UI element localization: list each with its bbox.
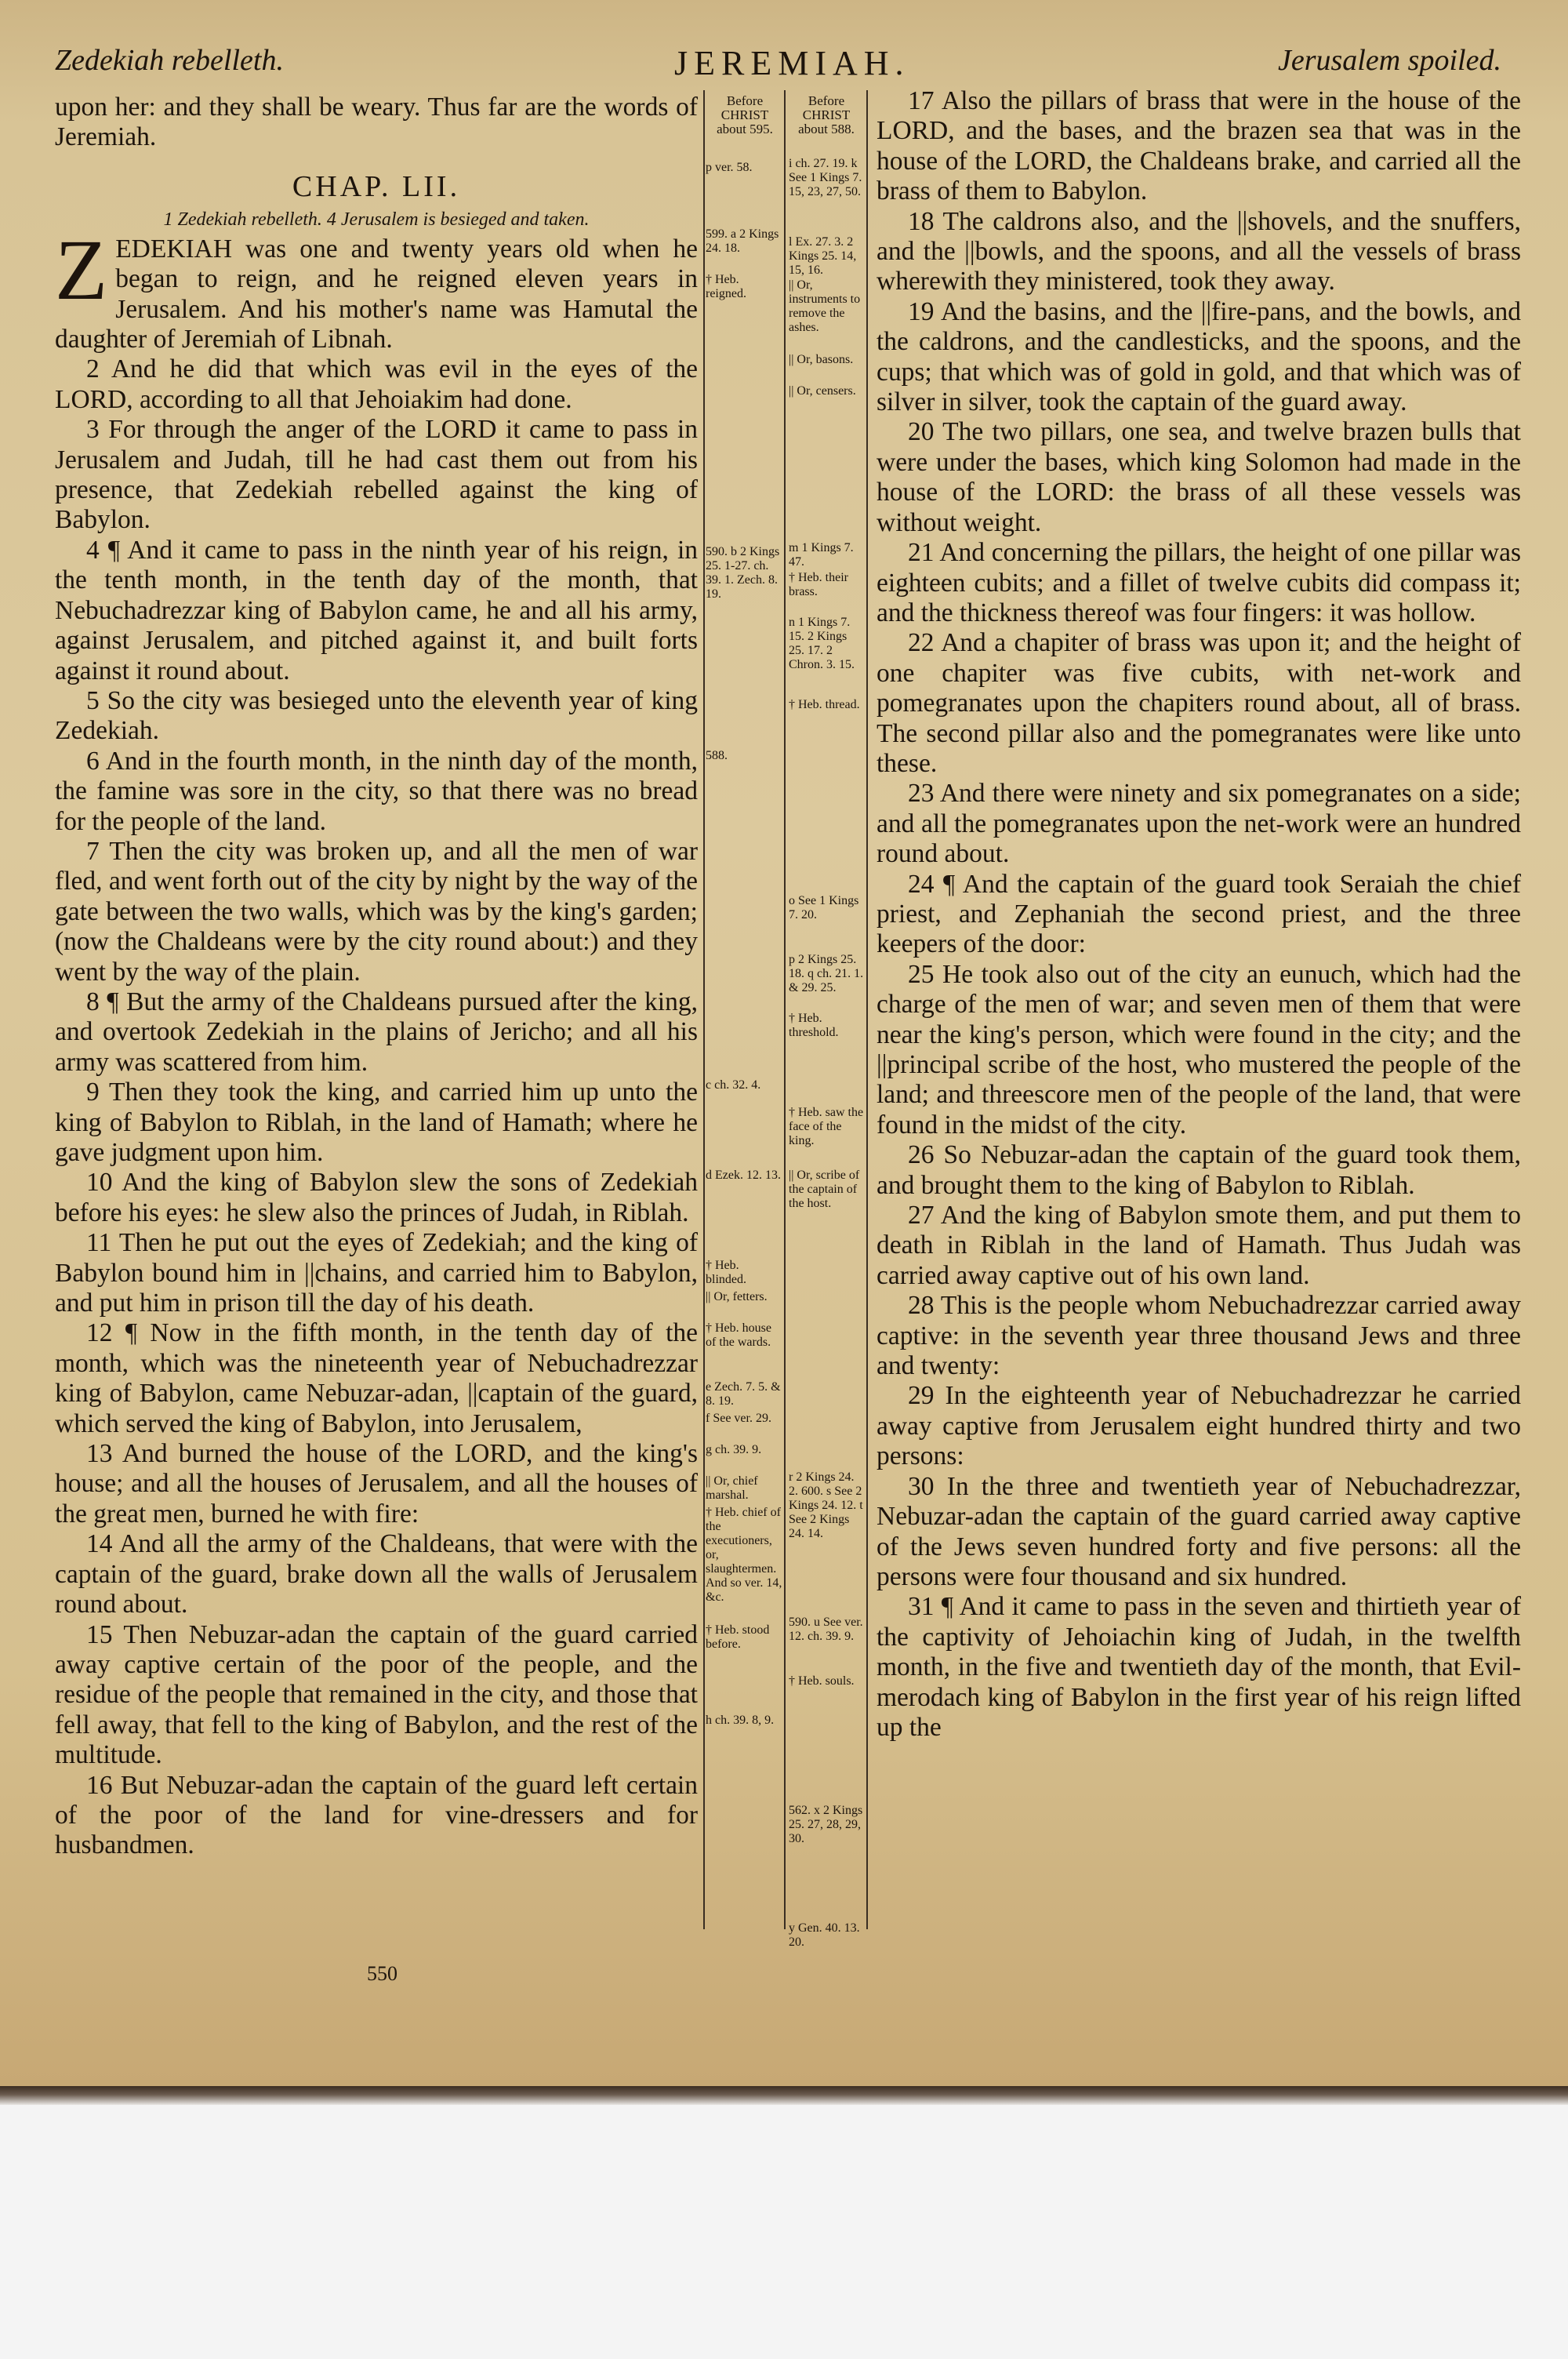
margin-note: c ch. 32. 4. xyxy=(706,1078,761,1092)
verse: 20 The two pillars, one sea, and twelve brazen bulls that were under the bases, which king Solomon had made in the house of the LORD: the brass of all these vessels was without weight. xyxy=(877,417,1521,537)
verse: 25 He took also out of the city an eunuch, which had the charge of the men of war; and seven men of them that were near the king's person, which were found in the city; and the ||principal scribe of the host, who mustered the people of the land; and threescore men of the people of the land, that were found in the midst of the city. xyxy=(877,959,1521,1140)
margin-note: y Gen. 40. 13. 20. xyxy=(789,1921,860,1949)
verse: upon her: and they shall be weary. Thus far are the words of Jeremiah. xyxy=(55,93,698,152)
margin-note: † Heb. thread. xyxy=(789,698,860,711)
verse: 2 And he did that which was evil in the eyes of the LORD, according to all that Jehoiakim had done. xyxy=(55,354,698,414)
verse: 28 This is the people whom Nebuchadrezzar carried away captive: in the seventh year three thousand Jews and three and twenty: xyxy=(877,1291,1521,1381)
running-head-book-title: JEREMIAH. xyxy=(674,44,910,82)
margin-note: || Or, scribe of the captain of the host. xyxy=(789,1169,860,1210)
verse: 14 And all the army of the Chaldeans, that were with the captain of the guard, brake down all the walls of Jerusalem round about. xyxy=(55,1529,698,1619)
drop-cap: Z xyxy=(55,221,108,318)
verse: 4 ¶ And it came to pass in the ninth year of his reign, in the tenth month, in the tenth day of the month, that Nebuchadrezzar king of Babylon came, he and all his army, against Jerusalem, and pitched against it, and built forts against it round about. xyxy=(55,535,698,685)
margin-note: † Heb. house of the wards. xyxy=(706,1321,771,1349)
chapter-summary: 1 Zedekiah rebelleth. 4 Jerusalem is besieged and taken. xyxy=(163,209,590,230)
margin-note: † Heb. souls. xyxy=(789,1674,855,1688)
page-edge-shadow xyxy=(0,2086,1568,2105)
margin-note: † Heb. chief of the executioners, or, slaughtermen. And so ver. 14, &c. xyxy=(706,1506,782,1604)
verse xyxy=(55,221,698,355)
margin-note: † Heb. stood before. xyxy=(706,1623,770,1651)
verse: 18 The caldrons also, and the ||shovels, and the snuffers, and the ||bowls, and the spoons, and all the vessels of brass wherewith they ministered, took they away. xyxy=(877,206,1521,296)
verse: 22 And a chapiter of brass was upon it; and the height of one chapiter was five cubits, with net-work and pomegranates upon the chapiters round about, all of brass. The second pillar also and the pomegranates were like unto these. xyxy=(877,628,1521,778)
margin-note: † Heb. blinded. xyxy=(706,1259,746,1286)
column-rule xyxy=(866,90,868,1929)
verse: 10 And the king of Babylon slew the sons of Zedekiah before his eyes: he slew also the princes of Judah, in Riblah. xyxy=(55,1168,698,1227)
margin-note: † Heb. reigned. xyxy=(706,273,746,300)
verse: 5 So the city was besieged unto the eleventh year of king Zedekiah. xyxy=(55,685,698,746)
margin-note: || Or, basons. xyxy=(789,353,854,366)
verse: 11 Then he put out the eyes of Zedekiah; and the king of Babylon bound him in ||chains, and carried him to Babylon, and put him in prison till the day of his death. xyxy=(55,1228,698,1318)
margin-note: || Or, fetters. xyxy=(706,1290,768,1303)
running-head-left: Zedekiah rebelleth. xyxy=(55,44,284,77)
margin-note: h ch. 39. 8, 9. xyxy=(706,1714,775,1727)
verse: 9 Then they took the king, and carried him up unto the king of Babylon to Riblah, in the land of Hamath; where he gave judgment upon him. xyxy=(55,1078,698,1167)
margin-note: 562. x 2 Kings 25. 27, 28, 29, 30. xyxy=(789,1804,863,1845)
verse: 6 And in the fourth month, in the ninth day of the month, the famine was sore in the city, so that there was no bread for the people of the land. xyxy=(55,746,698,836)
margin-note: o See 1 Kings 7. 20. xyxy=(789,894,859,921)
margin-date-header: Before CHRIST about 595. xyxy=(717,93,773,136)
verse: 31 ¶ And it came to pass in the seven and thirtieth year of the captivity of Jehoiachin king of Judah, in the twelfth month, in the five and twentieth day of the month, that Evil-merodach king of Babylon in the first year of his reign lifted up the xyxy=(877,1592,1521,1742)
margin-note: 599. a 2 Kings 24. 18. xyxy=(706,227,779,255)
margin-note: † Heb. threshold. xyxy=(789,1012,839,1039)
verse-text: EDEKIAH was one and twenty years old when he began to reign, and he reigned eleven years in Jerusalem. And his mother's name was Hamutal the daughter of Jeremiah of Libnah. xyxy=(55,234,698,354)
verse: 27 And the king of Babylon smote them, and put them to death in Riblah in the land of Hamath. Thus Judah was carried away captive out of his own land. xyxy=(877,1201,1521,1290)
margin-note: || Or, censers. xyxy=(789,384,856,398)
verse: 16 But Nebuzar-adan the captain of the guard left certain of the poor of the land for vine-dressers and for husbandmen. xyxy=(55,1770,698,1860)
margin-note: n 1 Kings 7. 15. 2 Kings 25. 17. 2 Chron. 3. 15. xyxy=(789,616,855,671)
column-rule xyxy=(703,90,705,1929)
margin-note: f See ver. 29. xyxy=(706,1412,771,1425)
margin-note: d Ezek. 12. 13. xyxy=(706,1169,781,1182)
margin-note: † Heb. saw the face of the king. xyxy=(789,1106,864,1147)
verse: 17 Also the pillars of brass that were in the house of the LORD, and the bases, and the brazen sea that was in the house of the LORD, the Chaldeans brake, and carried all the brass of them to Babylon. xyxy=(877,86,1521,206)
margin-note: g ch. 39. 9. xyxy=(706,1443,762,1456)
margin-note: m 1 Kings 7. 47. xyxy=(789,541,854,569)
margin-note: p 2 Kings 25. 18. q ch. 21. 1. & 29. 25. xyxy=(789,953,864,994)
verse: 15 Then Nebuzar-adan the captain of the guard carried away captive certain of the poor of the people, and the residue of the people that remained in the city, and those that fell away, that fell to the king of Babylon, and the rest of the multitude. xyxy=(55,1619,698,1770)
margin-note: r 2 Kings 24. 2. 600. s See 2 Kings 24. 12. t See 2 Kings 24. 14. xyxy=(789,1470,863,1540)
text-column-left xyxy=(55,93,698,1861)
verse: 8 ¶ But the army of the Chaldeans pursued after the king, and overtook Zedekiah in the plains of Jericho; and all his army was scattered from him. xyxy=(55,987,698,1077)
margin-note: || Or, instruments to remove the ashes. xyxy=(789,278,861,334)
verse: 13 And burned the house of the LORD, and the king's house; and all the houses of Jerusalem, and all the houses of the great men, burned he with fire: xyxy=(55,1439,698,1528)
page-number: 550 xyxy=(367,1962,397,1985)
verse: 19 And the basins, and the ||fire-pans, and the bowls, and the caldrons, and the candlesticks, and the spoons, and the cups; that which was of gold in gold, and that which was of silver in silver, took the captain of the guard away. xyxy=(877,296,1521,417)
margin-note: † Heb. their brass. xyxy=(789,571,848,598)
margin-note: i ch. 27. 19. k See 1 Kings 7. 15, 23, 27, 50. xyxy=(789,157,862,198)
margin-note: 590. u See ver. 12. ch. 39. 9. xyxy=(789,1616,863,1643)
verse: 3 For through the anger of the LORD it came to pass in Jerusalem and Judah, till he had cast them out from his presence, that Zedekiah rebelled against the king of Babylon. xyxy=(55,415,698,535)
margin-note: e Zech. 7. 5. & 8. 19. xyxy=(706,1380,781,1408)
margin-note: 588. xyxy=(706,749,728,762)
verse: 29 In the eighteenth year of Nebuchadrezzar he carried away captive from Jerusalem eight hundred thirty and two persons: xyxy=(877,1381,1521,1471)
margin-note: 590. b 2 Kings 25. 1-27. ch. 39. 1. Zech. 8. 19. xyxy=(706,545,780,601)
verse: 12 ¶ Now in the fifth month, in the tenth day of the month, which was the nineteenth year of Nebuchadrezzar king of Babylon, came Nebuzar-adan, ||captain of the guard, which served the king of Babylon, into Jerusalem, xyxy=(55,1318,698,1438)
chapter-title: CHAP. LII. xyxy=(292,169,461,203)
verse: 24 ¶ And the captain of the guard took Seraiah the chief priest, and Zephaniah the second priest, and the three keepers of the door: xyxy=(877,869,1521,959)
column-rule xyxy=(784,90,786,1929)
running-head-right: Jerusalem spoiled. xyxy=(1278,44,1501,77)
verse: 21 And concerning the pillars, the height of one pillar was eighteen cubits; and a fillet of twelve cubits did compass it; and the thickness thereof was four fingers: it was hollow. xyxy=(877,538,1521,627)
verse: 23 And there were ninety and six pomegranates on a side; and all the pomegranates upon the net-work were an hundred round about. xyxy=(877,779,1521,869)
text-column-right xyxy=(877,86,1521,1743)
verse: 7 Then the city was broken up, and all the men of war fled, and went forth out of the city by night by the way of the gate between the two walls, which was by the king's garden; (now the Chaldeans were by the city round about:) and they went by the way of the plain. xyxy=(55,836,698,987)
verse: 30 In the three and twentieth year of Nebuchadrezzar, Nebuzar-adan the captain of the guard carried away captive of the Jews seven hundred forty and five persons: all the persons were four thousand and six hundred. xyxy=(877,1471,1521,1591)
verse: 26 So Nebuzar-adan the captain of the guard took them, and brought them to the king of Babylon to Riblah. xyxy=(877,1140,1521,1200)
margin-date-header: Before CHRIST about 588. xyxy=(798,93,855,136)
margin-note: || Or, chief marshal. xyxy=(706,1474,758,1502)
margin-note: p ver. 58. xyxy=(706,161,753,174)
margin-note: l Ex. 27. 3. 2 Kings 25. 14, 15, 16. xyxy=(789,235,857,277)
